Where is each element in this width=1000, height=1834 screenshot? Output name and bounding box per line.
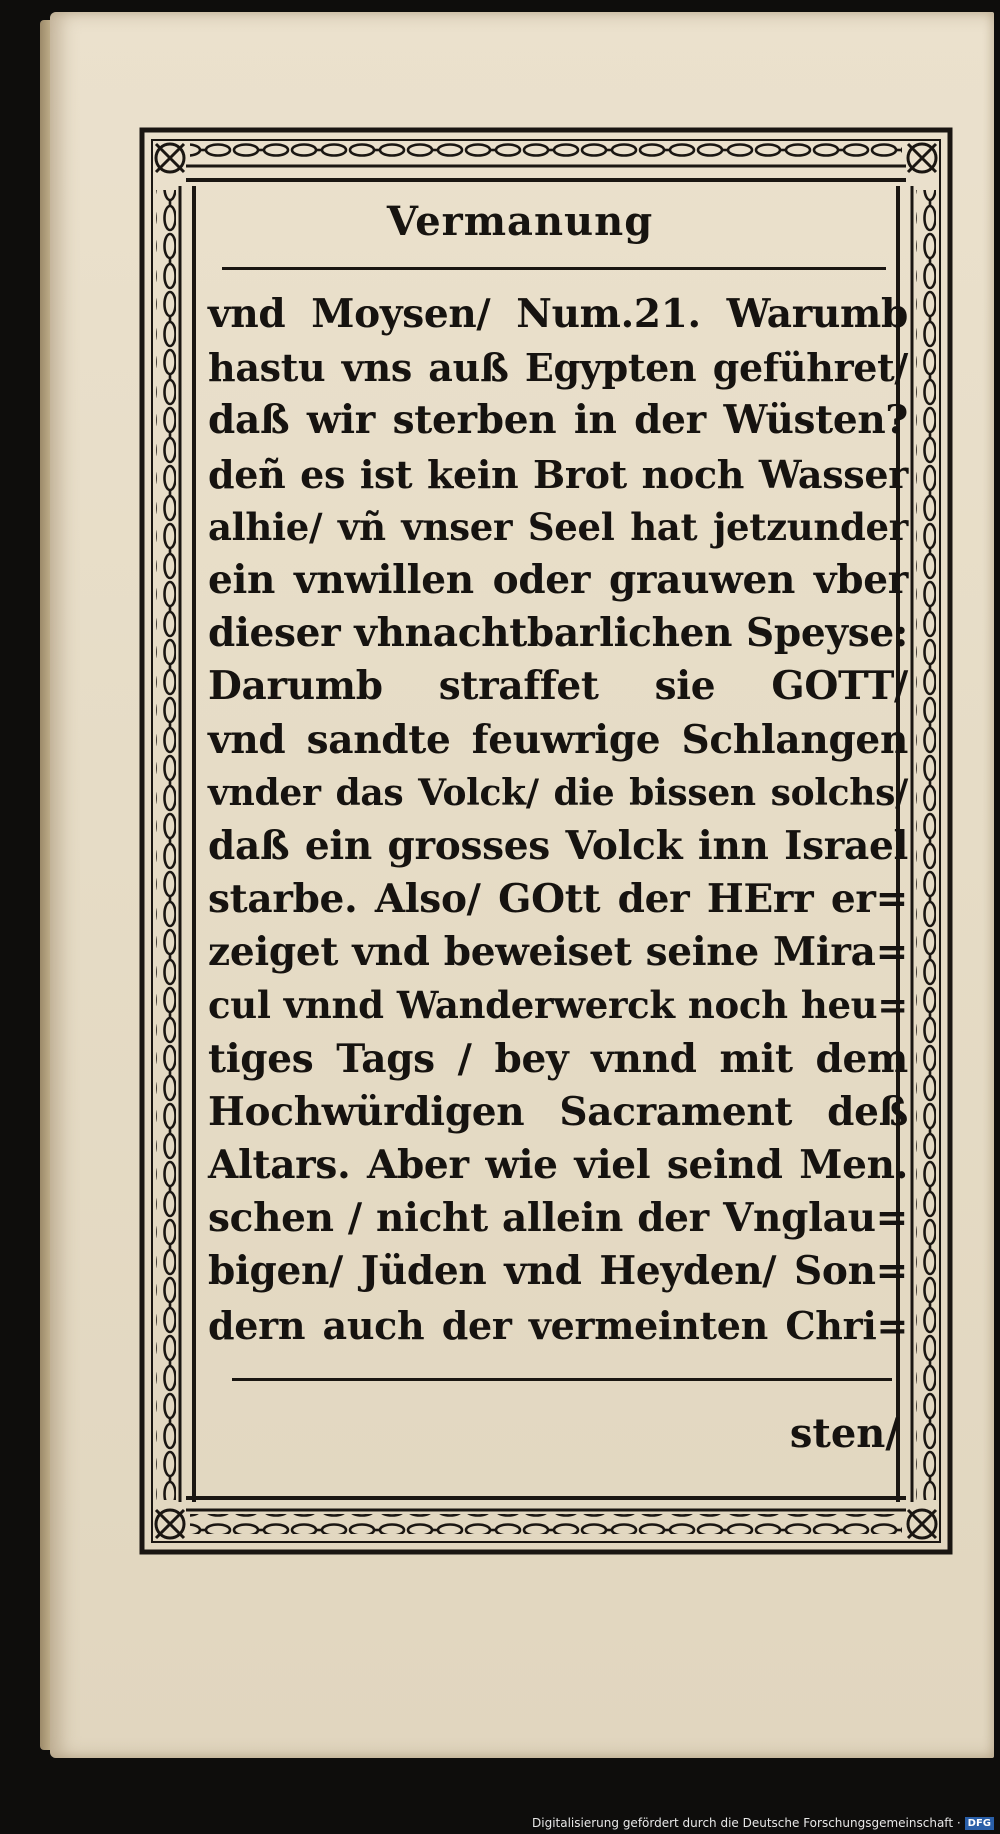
text-line: vnder das Volck/ die bissen solchs/ <box>208 771 908 814</box>
text-line: vnd sandte feuwrige Schlangen <box>208 716 908 763</box>
text-line: alhie/ vñ vnser Seel hat jetzunder <box>208 504 908 549</box>
dfg-logo: DFG <box>965 1817 994 1830</box>
text-line: dieser vhnachtbarlichen Speyse: <box>208 610 908 657</box>
footer-rule <box>232 1378 892 1381</box>
text-line: dern auch der vermeinten Chri= <box>208 1302 908 1348</box>
text-line: starbe. Also/ GOtt der HErr er= <box>208 876 908 923</box>
text-line: Hochwürdigen Sacrament deß <box>208 1088 908 1135</box>
text-line: Darumb straffet sie GOTT/ <box>208 663 908 710</box>
credit-text: Digitalisierung gefördert durch die Deutsche Forschungsgemeinschaft · <box>532 1816 961 1830</box>
text-line: cul vnnd Wanderwerck noch heu= <box>208 983 908 1028</box>
body-text <box>208 288 908 1352</box>
text-line: tiges Tags / bey vnnd mit dem <box>208 1035 908 1082</box>
text-line: daß ein grosses Volck inn Israel <box>208 822 908 869</box>
digitization-credit <box>532 1816 994 1830</box>
text-line: daß wir sterben in der Wüsten? <box>208 397 908 444</box>
header-rule <box>222 267 886 270</box>
text-line: deñ es ist kein Brot noch Wasser <box>208 451 908 497</box>
text-line: ein vnwillen oder grauwen vber <box>208 556 908 603</box>
text-line: zeiget vnd beweiset seine Mira= <box>208 929 908 976</box>
text-line: Altars. Aber wie viel seind Men. <box>208 1142 908 1188</box>
text-line: vnd Moysen/ Num.21. Warumb <box>208 291 908 337</box>
text-line: hastu vns auß Egypten geführet/ <box>208 345 908 391</box>
page-header-title: Vermanung <box>386 198 654 245</box>
text-line: schen / nicht allein der Vnglau= <box>208 1195 908 1242</box>
catchword: sten/ <box>789 1410 900 1457</box>
text-line: bigen/ Jüden vnd Heyden/ Son= <box>208 1248 908 1295</box>
